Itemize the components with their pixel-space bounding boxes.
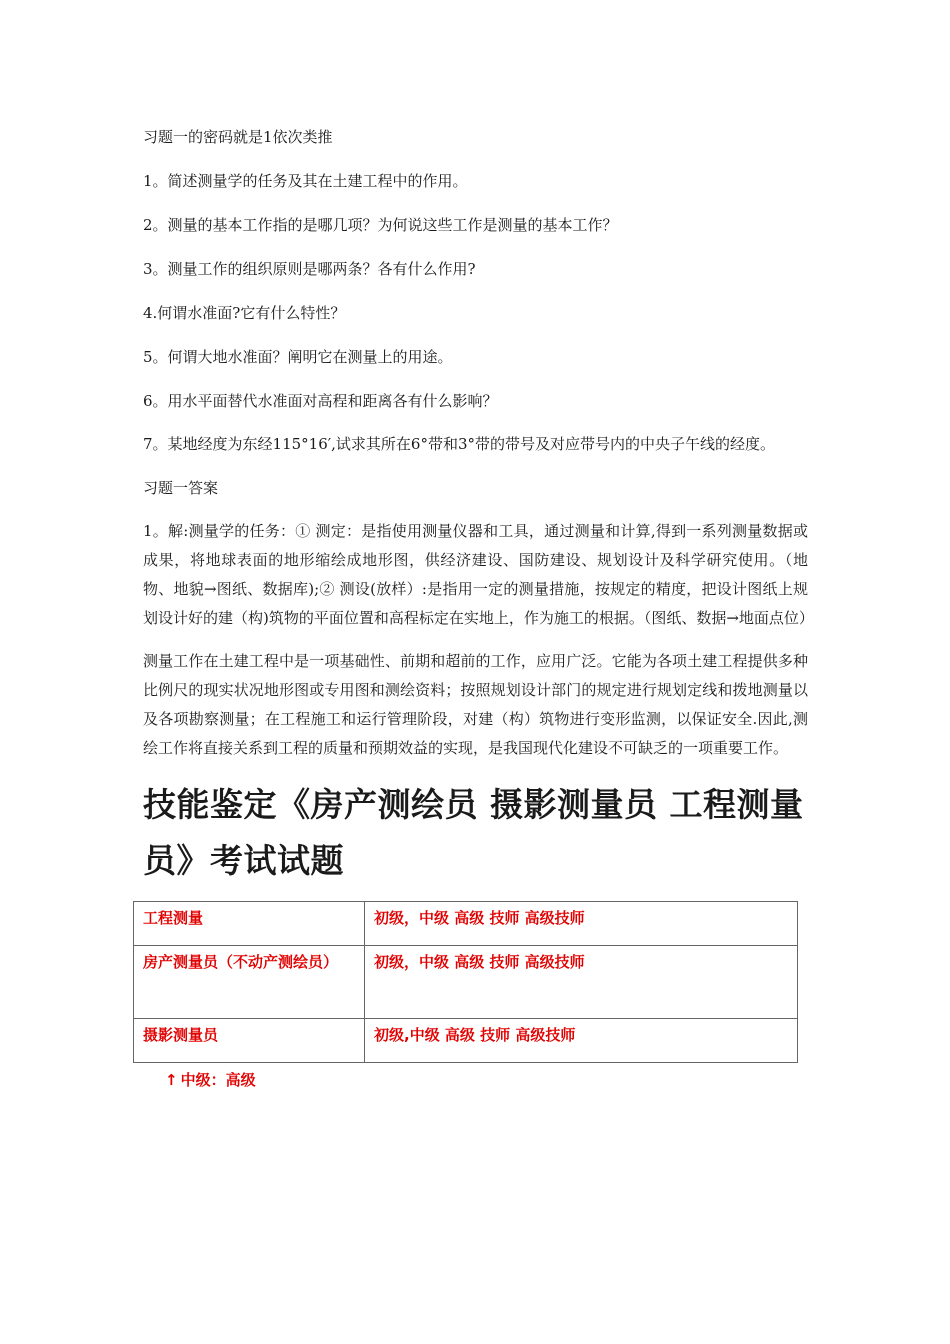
exam-level-table bbox=[133, 901, 798, 1063]
table-cell-levels: 初级，中级 高级 技师 高级技师 bbox=[365, 946, 798, 1019]
table-cell-levels: 初级,中级 高级 技师 高级技师 bbox=[365, 1019, 798, 1063]
answer-2: 测量工作在土建工程中是一项基础性、前期和超前的工作，应用广泛。它能为各项土建工程提供多种比例尺的现实状况地形图或专用图和测绘资料；按照规划设计部门的规定进行规划定线和拨地测量以及各项勘察测量；在工程施工和运行管理阶段，对建（构）筑物进行变形监测，以保证安全.因此,测绘工作将直接关系到工程的质量和预期效益的实现，是我国现代化建设不可缺乏的一项重要工作。 bbox=[143, 652, 808, 757]
intro-text: 习题一的密码就是1依次类推 bbox=[143, 128, 333, 146]
table-row bbox=[134, 946, 798, 1019]
question-6: 6。用水平面替代水准面对高程和距离各有什么影响？ bbox=[143, 392, 498, 410]
question-3: 3。测量工作的组织原则是哪两条？各有什么作用? bbox=[143, 260, 476, 278]
document-page bbox=[143, 122, 814, 1091]
exam-title: 技能鉴定《房产测绘员 摄影测量员 工程测量员》考试试题 bbox=[143, 785, 804, 880]
table-cell-name: 工程测量 bbox=[134, 902, 365, 946]
question-1: 1。简述测量学的任务及其在土建工程中的作用。 bbox=[143, 172, 468, 190]
table-row bbox=[134, 1019, 798, 1063]
table-cell-name: 摄影测量员 bbox=[134, 1019, 365, 1063]
level-note bbox=[165, 1069, 808, 1091]
answer-1: 1。解:测量学的任务：① 测定：是指使用测量仪器和工具，通过测量和计算,得到一系列测量数据或成果，将地球表面的地形缩绘成地形图，供经济建设、国防建设、规划设计及科学研究使用。（地物、地貌→图纸、数据库);② 测设(放样）:是指用一定的测量措施，按规定的精度，把设计图纸上规划设计好的建（构)筑物的平面位置和高程标定在实地上，作为施工的根据。（图纸、数据→地面点位） bbox=[143, 522, 814, 627]
question-4: 4.何谓水准面?它有什么特性？ bbox=[143, 304, 346, 322]
table-cell-levels: 初级，中级 高级 技师 高级技师 bbox=[365, 902, 798, 946]
level-note-text: 中级：高级 bbox=[180, 1071, 256, 1089]
question-5: 5。何谓大地水准面？阐明它在测量上的用途。 bbox=[143, 348, 453, 366]
table-row bbox=[134, 902, 798, 946]
up-arrow-icon: ↑ bbox=[165, 1071, 178, 1089]
question-2: 2。测量的基本工作指的是哪几项？为何说这些工作是测量的基本工作？ bbox=[143, 216, 618, 234]
answer-heading: 习题一答案 bbox=[143, 479, 219, 497]
table-cell-name: 房产测量员（不动产测绘员） bbox=[134, 946, 365, 1019]
question-7: 7。某地经度为东经115°16′,试求其所在6°带和3°带的带号及对应带号内的中央子午线的经度。 bbox=[143, 435, 776, 453]
